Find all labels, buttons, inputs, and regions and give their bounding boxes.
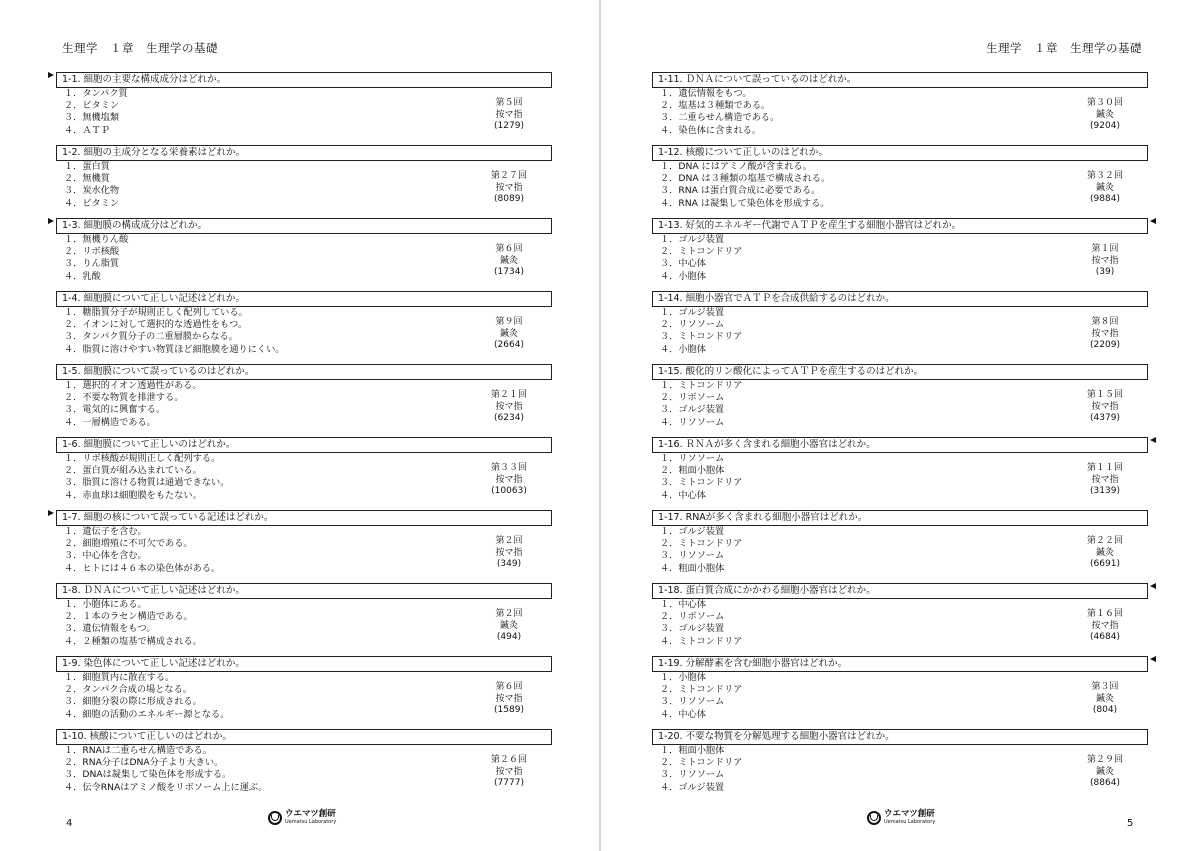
- question-code: (8864): [1090, 778, 1120, 788]
- question-title: 1-5. 細胞膜について誤っているのはどれか。: [56, 364, 552, 380]
- choice-item: ３．リソソーム: [660, 550, 725, 562]
- choice-item: １．タンパク質: [64, 88, 128, 99]
- exam-type: 按マ指: [495, 766, 523, 777]
- choice-item: １．粗面小胞体: [660, 745, 725, 756]
- question-code: (8089): [494, 194, 524, 204]
- choice-item: １．小胞体: [660, 672, 706, 683]
- question-block: [56, 145, 552, 218]
- exam-type: 鍼灸: [1095, 109, 1114, 120]
- choice-list: [652, 672, 1148, 721]
- question-block: [652, 656, 1148, 729]
- choice-item: ４．中心体: [660, 708, 706, 720]
- choice-item: １．小胞体にある。: [64, 599, 147, 610]
- question-block: [652, 364, 1148, 437]
- page-footer: [0, 806, 599, 836]
- question-block: [652, 510, 1148, 583]
- exam-type: 按マ指: [495, 474, 523, 485]
- question-code: (804): [1092, 705, 1118, 715]
- exam-type: 按マ指: [1091, 328, 1119, 339]
- choice-item: ３．中心体を含む。: [64, 550, 147, 562]
- question-code: (1734): [494, 267, 524, 277]
- exam-type: 鍼灸: [1095, 766, 1114, 777]
- question-code: (6691): [1090, 559, 1120, 569]
- triangle-marker-icon: [1150, 437, 1156, 443]
- exam-session: 第１６回: [1086, 609, 1123, 619]
- choice-list: [56, 307, 552, 356]
- triangle-marker-icon: [48, 72, 54, 78]
- page-number: 5: [1127, 818, 1134, 829]
- choice-item: ３．遺伝情報をもつ。: [64, 623, 156, 635]
- publisher-logo: [268, 810, 336, 825]
- question-title: 1-18. 蛋白質合成にかかわる細胞小器官はどれか。: [652, 583, 1148, 599]
- choice-item: ２．リボソーム: [660, 611, 725, 623]
- choice-item: ４．一層構造である。: [64, 416, 156, 428]
- exam-session: 第２６回: [490, 755, 527, 765]
- question-code: (4379): [1090, 413, 1120, 423]
- exam-source: [480, 682, 538, 717]
- running-title: 生理学 １章 生理学の基礎: [986, 41, 1142, 55]
- choice-list: [652, 745, 1148, 794]
- choice-list: [652, 234, 1148, 283]
- question-code: (9204): [1090, 121, 1120, 131]
- exam-type: 按マ指: [495, 182, 523, 193]
- exam-source: [1076, 244, 1134, 279]
- choice-item: １．遺伝情報をもつ。: [660, 88, 752, 99]
- choice-item: ３．二重らせん構造である。: [660, 112, 780, 124]
- exam-session: 第３２回: [1086, 171, 1123, 181]
- triangle-marker-icon: [1150, 218, 1156, 224]
- choice-item: ２．不要な物質を排泄する。: [64, 392, 184, 404]
- choice-item: ２．タンパク合成の場となる。: [64, 684, 192, 696]
- exam-type: 按マ指: [1091, 401, 1119, 412]
- choice-item: ４．ゴルジ装置: [660, 781, 725, 793]
- page-left: [0, 0, 599, 851]
- question-list: [56, 72, 552, 802]
- choice-list: [652, 88, 1148, 137]
- choice-item: ４．リソソーム: [660, 416, 725, 428]
- choice-item: ２．リソソーム: [660, 319, 725, 331]
- question-title: 1-19. 分解酵素を含む細胞小器官はどれか。: [652, 656, 1148, 672]
- exam-type: 按マ指: [495, 109, 523, 120]
- logo-name: ウエマツ創研: [285, 809, 336, 819]
- choice-list: [56, 526, 552, 575]
- question-code: (2209): [1090, 340, 1120, 350]
- exam-type: 鍼灸: [499, 328, 518, 339]
- choice-item: ２．塩基は３種類である。: [660, 100, 771, 112]
- choice-list: [56, 380, 552, 429]
- choice-item: ４．RNA は凝集して染色体を形成する。: [660, 197, 830, 209]
- question-block: [56, 656, 552, 729]
- choice-item: ２．細胞増殖に不可欠である。: [64, 538, 193, 550]
- question-block: [56, 510, 552, 583]
- choice-item: ４．ヒトには４６本の染色体がある。: [64, 562, 221, 574]
- question-block: [652, 72, 1148, 145]
- question-block: [652, 583, 1148, 656]
- choice-item: ２．ミトコンドリア: [660, 246, 743, 258]
- logo-subtitle: Uematsu Laboratory: [285, 819, 337, 825]
- choice-list: [652, 453, 1148, 502]
- choice-item: ４．乳酸: [64, 270, 101, 282]
- choice-list: [56, 745, 552, 794]
- choice-item: ４．染色体に含まれる。: [660, 124, 762, 136]
- choice-list: [56, 88, 552, 137]
- choice-item: ４．２種類の塩基で構成される。: [64, 635, 202, 647]
- logo-subtitle: Uematsu Laboratory: [884, 819, 936, 825]
- exam-session: 第２９回: [1086, 755, 1123, 765]
- choice-list: [652, 599, 1148, 648]
- exam-source: [1076, 755, 1134, 790]
- exam-source: [480, 98, 538, 133]
- question-title: 1-2. 細胞の主成分となる栄養素はどれか。: [56, 145, 552, 161]
- triangle-marker-icon: [1150, 583, 1156, 589]
- choice-list: [56, 234, 552, 283]
- question-code: (3139): [1090, 486, 1120, 496]
- choice-item: ４．小胞体: [660, 270, 706, 282]
- choice-list: [652, 161, 1148, 210]
- choice-item: ３．ミトコンドリア: [660, 477, 743, 489]
- exam-source: [480, 755, 538, 790]
- choice-list: [56, 599, 552, 648]
- choice-item: ４．ＡＴＰ: [64, 124, 110, 136]
- question-title: 1-12. 核酸について正しいのはどれか。: [652, 145, 1148, 161]
- choice-item: ２．１本のラセン構造である。: [64, 611, 193, 623]
- triangle-marker-icon: [48, 510, 54, 516]
- exam-type: 按マ指: [495, 401, 523, 412]
- question-code: (9884): [1090, 194, 1120, 204]
- exam-source: [1076, 98, 1134, 133]
- question-code: (7777): [494, 778, 524, 788]
- choice-item: ３．ゴルジ装置: [660, 623, 725, 635]
- choice-item: ３．無機塩類: [64, 112, 120, 124]
- exam-source: [480, 390, 538, 425]
- exam-source: [1076, 609, 1134, 644]
- choice-list: [652, 526, 1148, 575]
- question-title: 1-15. 酸化的リン酸化によってＡＴＰを産生するのはどれか。: [652, 364, 1148, 380]
- logo-icon: [268, 811, 282, 825]
- choice-item: １．ゴルジ装置: [660, 307, 725, 318]
- triangle-marker-icon: [1150, 656, 1156, 662]
- question-title: 1-6. 細胞膜について正しいのはどれか。: [56, 437, 552, 453]
- exam-type: 鍼灸: [499, 620, 518, 631]
- exam-source: [480, 609, 538, 644]
- page-right: [601, 0, 1200, 851]
- exam-session: 第２２回: [1086, 536, 1123, 546]
- choice-item: ２．ミトコンドリア: [660, 538, 743, 550]
- choice-item: ３．ミトコンドリア: [660, 331, 743, 343]
- exam-type: 鍼灸: [1095, 547, 1114, 558]
- question-block: [56, 583, 552, 656]
- logo-name: ウエマツ創研: [884, 809, 935, 819]
- choice-item: ２．DNA は３種類の塩基で構成される。: [660, 173, 831, 185]
- choice-item: １．糖脂質分子が規則正しく配列している。: [64, 307, 248, 318]
- question-block: [652, 145, 1148, 218]
- choice-item: １．遺伝子を含む。: [64, 526, 147, 537]
- choice-item: １．細胞質内に散在する。: [64, 672, 175, 683]
- question-block: [56, 291, 552, 364]
- exam-source: [1076, 390, 1134, 425]
- question-title: 1-20. 不要な物質を分解処理する細胞小器官はどれか。: [652, 729, 1148, 745]
- exam-source: [1076, 536, 1134, 571]
- question-title: 1-4. 細胞膜について正しい記述はどれか。: [56, 291, 552, 307]
- question-code: (10063): [491, 486, 527, 496]
- question-code: (6234): [494, 413, 524, 423]
- exam-type: 按マ指: [495, 547, 523, 558]
- exam-session: 第６回: [495, 244, 523, 254]
- exam-session: 第１５回: [1086, 390, 1123, 400]
- choice-item: １．ゴルジ装置: [660, 234, 725, 245]
- exam-session: 第２回: [495, 609, 523, 619]
- question-code: (494): [496, 632, 522, 642]
- running-title: 生理学 １章 生理学の基礎: [62, 41, 218, 55]
- exam-session: 第９回: [495, 317, 523, 327]
- question-block: [56, 437, 552, 510]
- choice-item: ３．リソソーム: [660, 696, 725, 708]
- question-code: (349): [496, 559, 522, 569]
- choice-item: １．選択的イオン透過性がある。: [64, 380, 202, 391]
- exam-session: 第５回: [495, 98, 523, 108]
- choice-item: １．蛋白質: [64, 161, 110, 172]
- choice-item: ３．細胞分裂の際に形成される。: [64, 696, 202, 708]
- question-title: 1-14. 細胞小器官でＡＴＰを合成供給するのはどれか。: [652, 291, 1148, 307]
- choice-item: ２．リボ核酸: [64, 246, 120, 258]
- question-title: 1-13. 好気的エネルギー代謝でＡＴＰを産生する細胞小器官はどれか。: [652, 218, 1148, 234]
- choice-item: ３．りん脂質: [64, 258, 120, 270]
- exam-type: 按マ指: [495, 693, 523, 704]
- exam-type: 按マ指: [1091, 255, 1119, 266]
- exam-type: 鍼灸: [1095, 693, 1114, 704]
- question-title: 1-16. ＲＮＡが多く含まれる細胞小器官はどれか。: [652, 437, 1148, 453]
- exam-session: 第１１回: [1086, 463, 1123, 473]
- choice-item: ３．DNAは凝集して染色体を形成する。: [64, 769, 232, 781]
- choice-item: １．DNA にはアミノ酸が含まれる。: [660, 161, 812, 172]
- exam-session: 第３回: [1091, 682, 1119, 692]
- exam-source: [1076, 682, 1134, 717]
- exam-source: [480, 317, 538, 352]
- exam-source: [480, 244, 538, 279]
- question-list: [652, 72, 1148, 802]
- choice-item: ２．ビタミン: [64, 100, 120, 112]
- question-block: [56, 364, 552, 437]
- choice-item: ３．ゴルジ装置: [660, 404, 725, 416]
- exam-session: 第２回: [495, 536, 523, 546]
- choice-item: ２．イオンに対して選択的な透過性をもつ。: [64, 319, 248, 331]
- exam-session: 第２１回: [490, 390, 527, 400]
- choice-list: [56, 453, 552, 502]
- question-block: [56, 218, 552, 291]
- choice-item: ２．蛋白質が組み込まれている。: [64, 465, 202, 477]
- exam-source: [1076, 463, 1134, 498]
- exam-session: 第１回: [1091, 244, 1119, 254]
- choice-item: １．リボ核酸が規則正しく配列する。: [64, 453, 221, 464]
- publisher-logo: [867, 810, 935, 825]
- logo-icon: [867, 811, 881, 825]
- choice-item: ４．中心体: [660, 489, 706, 501]
- choice-item: ３．タンパク質分子の二重層膜からなる。: [64, 331, 238, 343]
- question-title: 1-11. ＤＮＡについて誤っているのはどれか。: [652, 72, 1148, 88]
- question-title: 1-7. 細胞の核について誤っている記述はどれか。: [56, 510, 552, 526]
- choice-item: ３．電気的に興奮する。: [64, 404, 166, 416]
- choice-item: ２．ミトコンドリア: [660, 757, 743, 769]
- exam-session: 第２７回: [490, 171, 527, 181]
- triangle-marker-icon: [48, 218, 54, 224]
- choice-item: ２．粗面小胞体: [660, 465, 725, 477]
- exam-session: 第３０回: [1086, 98, 1123, 108]
- choice-item: １．ゴルジ装置: [660, 526, 725, 537]
- choice-item: ３．炭水化物: [64, 185, 120, 197]
- exam-source: [1076, 171, 1134, 206]
- exam-source: [1076, 317, 1134, 352]
- question-block: [652, 291, 1148, 364]
- choice-item: ４．細胞の活動のエネルギー源となる。: [64, 708, 230, 720]
- question-code: (39): [1095, 267, 1115, 277]
- choice-item: ４．脂質に溶けやすい物質ほど細胞膜を通りにくい。: [64, 343, 285, 355]
- exam-session: 第６回: [495, 682, 523, 692]
- choice-item: ４．ミトコンドリア: [660, 635, 743, 647]
- question-title: 1-3. 細胞膜の構成成分はどれか。: [56, 218, 552, 234]
- question-code: (1279): [494, 121, 524, 131]
- question-code: (1589): [494, 705, 524, 715]
- choice-item: ４．伝令RNAはアミノ酸をリボソーム上に運ぶ。: [64, 781, 268, 793]
- choice-item: １．無機りん酸: [64, 234, 129, 245]
- choice-item: ３．中心体: [660, 258, 706, 270]
- exam-type: 鍼灸: [1095, 182, 1114, 193]
- choice-item: １．ミトコンドリア: [660, 380, 743, 391]
- choice-item: ２．リボソーム: [660, 392, 725, 404]
- exam-source: [480, 536, 538, 571]
- question-code: (4684): [1090, 632, 1120, 642]
- exam-session: 第３３回: [490, 463, 527, 473]
- choice-item: ４．ビタミン: [64, 197, 120, 209]
- choice-item: １．中心体: [660, 599, 706, 610]
- choice-list: [56, 672, 552, 721]
- question-block: [652, 729, 1148, 802]
- question-block: [652, 437, 1148, 510]
- exam-source: [480, 463, 538, 498]
- exam-type: 鍼灸: [499, 255, 518, 266]
- exam-source: [480, 171, 538, 206]
- choice-item: １．リソソーム: [660, 453, 725, 464]
- question-block: [56, 729, 552, 802]
- question-title: 1-10. 核酸について正しいのはどれか。: [56, 729, 552, 745]
- choice-list: [652, 307, 1148, 356]
- question-block: [56, 72, 552, 145]
- choice-item: ４．粗面小胞体: [660, 562, 725, 574]
- question-title: 1-8. ＤＮＡについて正しい記述はどれか。: [56, 583, 552, 599]
- choice-list: [652, 380, 1148, 429]
- page-number: 4: [66, 818, 73, 829]
- exam-session: 第８回: [1091, 317, 1119, 327]
- choice-item: ４．赤血球は細胞膜をもたない。: [64, 489, 202, 501]
- choice-item: ４．小胞体: [660, 343, 706, 355]
- choice-item: ３．リソソーム: [660, 769, 725, 781]
- choice-item: ２．ミトコンドリア: [660, 684, 743, 696]
- choice-item: ２．RNA分子はDNA分子より大きい。: [64, 757, 224, 769]
- page-footer: [601, 806, 1200, 836]
- exam-type: 按マ指: [1091, 474, 1119, 485]
- exam-type: 按マ指: [1091, 620, 1119, 631]
- question-code: (2664): [494, 340, 524, 350]
- choice-list: [56, 161, 552, 210]
- question-title: 1-1. 細胞の主要な構成成分はどれか。: [56, 72, 552, 88]
- choice-item: １．RNAは二重らせん構造である。: [64, 745, 212, 756]
- choice-item: ２．無機質: [64, 173, 110, 185]
- choice-item: ３．脂質に溶ける物質は通過できない。: [64, 477, 230, 489]
- question-title: 1-9. 染色体について正しい記述はどれか。: [56, 656, 552, 672]
- choice-item: ３．RNA は蛋白質合成に必要である。: [660, 185, 821, 197]
- question-block: [652, 218, 1148, 291]
- question-title: 1-17. RNAが多く含まれる細胞小器官はどれか。: [652, 510, 1148, 526]
